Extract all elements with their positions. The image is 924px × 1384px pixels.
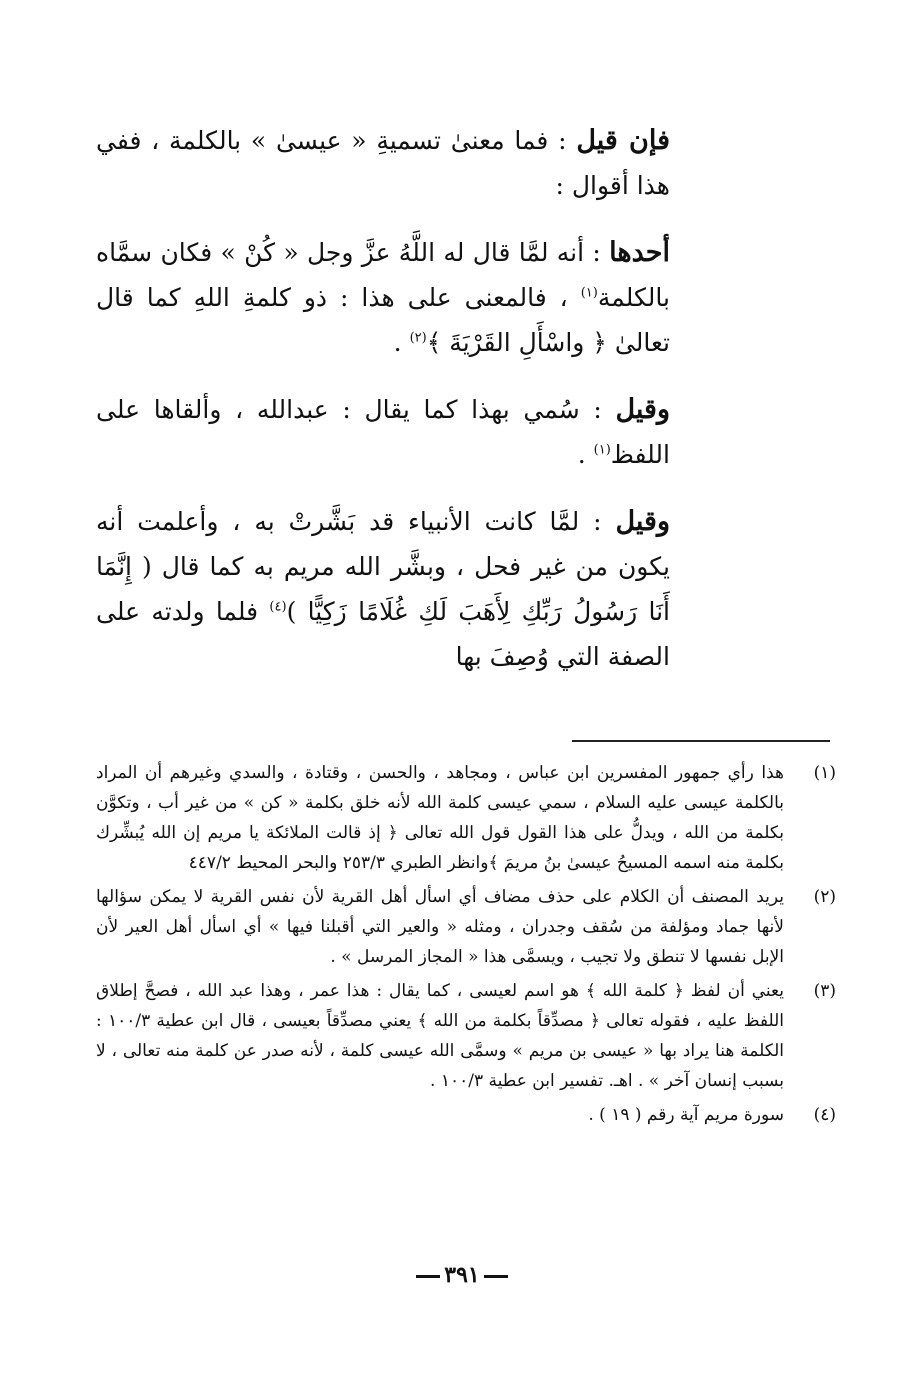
paragraph-1: [96, 118, 670, 208]
footnote-item: [96, 976, 836, 1096]
footnote-reference[interactable]: (١): [593, 442, 611, 458]
footnote-item: [96, 758, 836, 878]
paragraph-text: : فما معنىٰ تسميةِ « عيسىٰ » بالكلمة ، ففي هذا أقوال :: [96, 126, 670, 200]
footnote-text: هذا رأي جمهور المفسرين ابن عباس ، ومجاهد ، والحسن ، وقتادة ، والسدي وغيرهم أن المراد بالكلمة عيسى عليه السلام ، سمي عيسى كلمة الله لأنه خلق بكلمة « كن » من غير أب ، وتكوَّن بكلمة من الله ، ويدلُّ على هذا القول قول الله تعالى ﴿ إذ قالت الملائكة يا مريم إن الله يُبشِّرك بكلمة منه اسمه المسيحُ عيسىٰ بنُ مريمَ ﴾وانظر الطبري ٢٥٣/٣ والبحر المحيط ٤٤٧/٢: [96, 763, 784, 873]
footnote-item: [96, 882, 836, 972]
footnote-number: (٣): [813, 981, 836, 1001]
main-text-body: [96, 118, 670, 701]
page-number: [0, 1262, 924, 1288]
paragraph-lead: وقيل: [615, 506, 670, 537]
paragraph-2: [96, 230, 670, 365]
footnote-text: يعني أن لفظ ﴿ كلمة الله ﴾ هو اسم لعيسى ، كما يقال : هذا عمر ، وهذا عبد الله ، فصحَّ إطلاق اللفظ عليه ، فقوله تعالى ﴿ مصدِّقاً بكلمة من الله ﴾ يعني مصدِّقاً بعيسى ، قال ابن عطية ١٠٠/٣ : الكلمة هنا يراد بها « عيسى بن مريم » وسمَّى الله عيسى كلمة ، لأنه صدر عن كلمة منه تعالى ، لا بسبب إنسان آخر » . اهـ. تفسير ابن عطية ١٠٠/٣ .: [96, 981, 785, 1091]
footnote-text: سورة مريم آية رقم ( ١٩ ) .: [588, 1105, 784, 1125]
paragraph-text: : لمَّا كانت الأنبياء قد بَشَّرتْ به ، وأعلمت أنه يكون من غير فحل ، وبشَّر الله مريم به كما قال ( إِنَّمَا أَنَا رَسُولُ رَبِّكِ لِأَهَبَ لَكِ غُلَامًا زَكِيًّا ): [96, 507, 670, 626]
footnote-number: (١): [813, 763, 836, 783]
footnote-number: (٤): [813, 1105, 836, 1125]
paragraph-lead: وقيل: [615, 394, 670, 425]
paragraph-text: فلما ولدته على الصفة التي وُصِفَ بها: [96, 597, 670, 671]
page-number-value: ٣٩١: [444, 1262, 480, 1288]
paragraph-text: .: [393, 328, 410, 357]
paragraph-text: ، فالمعنى على هذا : ذو كلمةِ اللهِ كما قال تعالىٰ ﴿ واسْأَلِ القَرْيَةَ ﴾: [96, 283, 670, 357]
footnote-reference[interactable]: (١): [580, 285, 598, 301]
footnote-number: (٢): [813, 887, 836, 907]
page-number-dash: [416, 1275, 440, 1278]
paragraph-text: : سُمي بهذا كما يقال : عبدالله ، وألقاها على اللفظ: [96, 395, 670, 469]
footnote-text: يريد المصنف أن الكلام على حذف مضاف أي اسأل أهل القرية لأن نفس القرية لا يمكن سؤالها لأنها جماد ومؤلفة من سُقف وجدران ، ومثله « والعير التي أقبلنا فيها » أي اسأل أهل العير لأن الإبل نفسها لا تنطق ولا تجيب ، ويسمَّى هذا « المجاز المرسل » .: [96, 887, 784, 967]
paragraph-lead: أحدها: [609, 237, 670, 268]
paragraph-text: .: [577, 440, 594, 469]
footnote-reference[interactable]: (٤): [269, 599, 287, 615]
footnote-item: [96, 1100, 836, 1130]
page-number-dash: [484, 1275, 508, 1278]
footnotes-section: [96, 758, 836, 1134]
paragraph-3: [96, 387, 670, 477]
paragraph-lead: فإن قيل: [576, 125, 670, 156]
paragraph-text: : أنه لمَّا قال له اللَّهُ عزَّ وجل « كُنْ » فكان سمَّاه بالكلمة: [96, 238, 670, 312]
paragraph-4: [96, 499, 670, 679]
footnote-separator: [572, 740, 830, 742]
footnote-reference[interactable]: (٢): [409, 330, 427, 346]
